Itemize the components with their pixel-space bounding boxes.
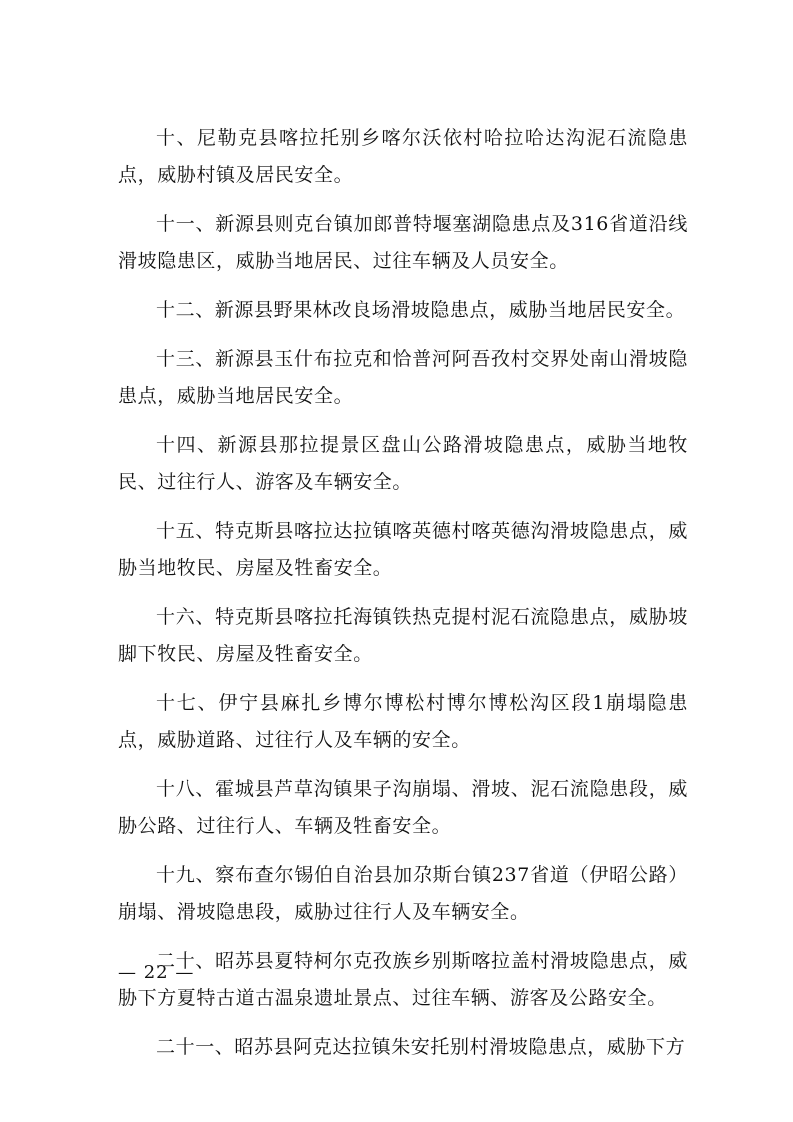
paragraph-18: 十八、霍城县芦草沟镇果子沟崩塌、滑坡、泥石流隐患段，威胁公路、过往行人、车辆及牲畜安全。 xyxy=(118,778,688,837)
paragraph-16: 十六、特克斯县喀拉托海镇铁热克提村泥石流隐患点，威胁坡脚下牧民、房屋及牲畜安全。 xyxy=(118,606,688,665)
paragraph-13: 十三、新源县玉什布拉克和恰普河阿吾孜村交界处南山滑坡隐患点，威胁当地居民安全。 xyxy=(118,348,688,407)
paragraph-11: 十一、新源县则克台镇加郎普特堰塞湖隐患点及316省道沿线滑坡隐患区，威胁当地居民、过往车辆及人员安全。 xyxy=(118,213,688,272)
paragraph-14: 十四、新源县那拉提景区盘山公路滑坡隐患点，威胁当地牧民、过往行人、游客及车辆安全。 xyxy=(118,434,688,493)
paragraph-17: 十七、伊宁县麻扎乡博尔博松村博尔博松沟区段1崩塌隐患点，威胁道路、过往行人及车辆的安全。 xyxy=(118,692,688,751)
document-body xyxy=(118,120,688,1078)
paragraph-10: 十、尼勒克县喀拉托别乡喀尔沃依村哈拉哈达沟泥石流隐患点，威胁村镇及居民安全。 xyxy=(118,127,688,186)
paragraph-15: 十五、特克斯县喀拉达拉镇喀英德村喀英德沟滑坡隐患点，威胁当地牧民、房屋及牲畜安全。 xyxy=(118,520,688,579)
paragraph-12: 十二、新源县野果林改良场滑坡隐患点，威胁当地居民安全。 xyxy=(156,299,686,321)
paragraph-20: 二十、昭苏县夏特柯尔克孜族乡别斯喀拉盖村滑坡隐患点，威胁下方夏特古道古温泉遗址景点、过往车辆、游客及公路安全。 xyxy=(118,950,688,1009)
paragraph-21: 二十一、昭苏县阿克达拉镇朱安托别村滑坡隐患点，威胁下方 xyxy=(156,1036,686,1058)
page-number: — 22 — xyxy=(118,962,195,983)
paragraph-19: 十九、察布查尔锡伯自治县加尕斯台镇237省道（伊昭公路）崩塌、滑坡隐患段，威胁过往行人及车辆安全。 xyxy=(118,864,688,923)
